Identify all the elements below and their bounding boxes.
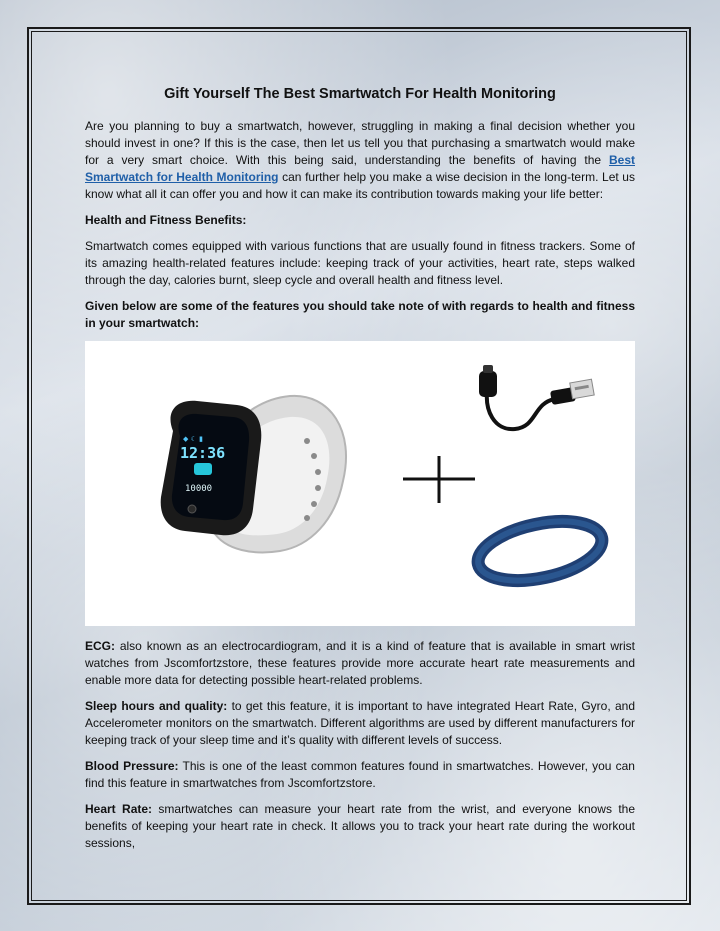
- section-paragraph: Smartwatch comes equipped with various functions that are usually found in fitness trackers. Some of its amazing health-related features include: keeping track of your activities, heart rate, steps walked through the day, calories burnt, sleep cycle and overall health and fitness level.: [85, 239, 635, 287]
- feature-label: Heart Rate:: [85, 802, 153, 816]
- feature-text: to get this feature, it is important to have integrated Heart Rate, Gyro, and Accelerometer monitors on the smartwatch. Different algorithms are used by different manufacturers for keeping track of your sleep time and it’s quality with different levels of success.: [85, 699, 635, 747]
- svg-text:◆ ☾ ▮: ◆ ☾ ▮: [183, 435, 203, 443]
- intro-text-2: can further help you make a wise decision in the long-term. Let us know what all it can offer you and how it can make its contribution towards making your life better:: [85, 170, 635, 201]
- section-heading: Health and Fitness Benefits:: [85, 213, 247, 227]
- watch-steps: 10000: [185, 484, 213, 494]
- feature-text: This is one of the least common features found in smartwatches. However, you can find this feature in smartwatches from Jscomfortzstore.: [85, 759, 635, 790]
- intro-paragraph: [85, 118, 635, 203]
- smartwatch-illustration: [161, 396, 346, 553]
- feature-ecg: [85, 638, 635, 689]
- feature-text: smartwatches can measure your heart rate from the wrist, and everyone knows the benefits of keeping your heart rate in check. It allows you to track your heart rate during the workout sessions,: [85, 802, 635, 850]
- spare-band: [473, 511, 607, 590]
- page-title: Gift Yourself The Best Smartwatch For Health Monitoring: [164, 86, 556, 102]
- feature-sleep: [85, 698, 635, 749]
- feature-blood-pressure: [85, 758, 635, 792]
- feature-label: Blood Pressure:: [85, 759, 179, 773]
- feature-text: also known as an electrocardiogram, and it is a kind of feature that is available in smart wrist watches from Jscomfortzstore, these features provide more accurate heart rate measurements and enable more data for detecting possible heart-related problems.: [85, 639, 635, 687]
- plus-sign: [403, 456, 475, 503]
- smartwatch-link[interactable]: Best Smartwatch for Health Monitoring: [85, 153, 635, 184]
- document-body: [85, 84, 635, 861]
- features-intro: Given below are some of the features you should take note of with regards to health and fitness in your smartwatch:: [85, 299, 635, 330]
- intro-text-1: Are you planning to buy a smartwatch, however, struggling in making a final decision whether you should invest in one? If this is the case, then let us tell you that purchasing a smartwatch would make for a very smart choice. With this being said, understanding the benefits of having the: [85, 119, 635, 167]
- watch-time: 12:36: [180, 444, 226, 462]
- feature-label: Sleep hours and quality:: [85, 699, 228, 713]
- feature-heart-rate: [85, 801, 635, 852]
- feature-label: ECG:: [85, 639, 115, 653]
- product-image: [85, 341, 635, 626]
- usb-charger-cable: [479, 365, 594, 429]
